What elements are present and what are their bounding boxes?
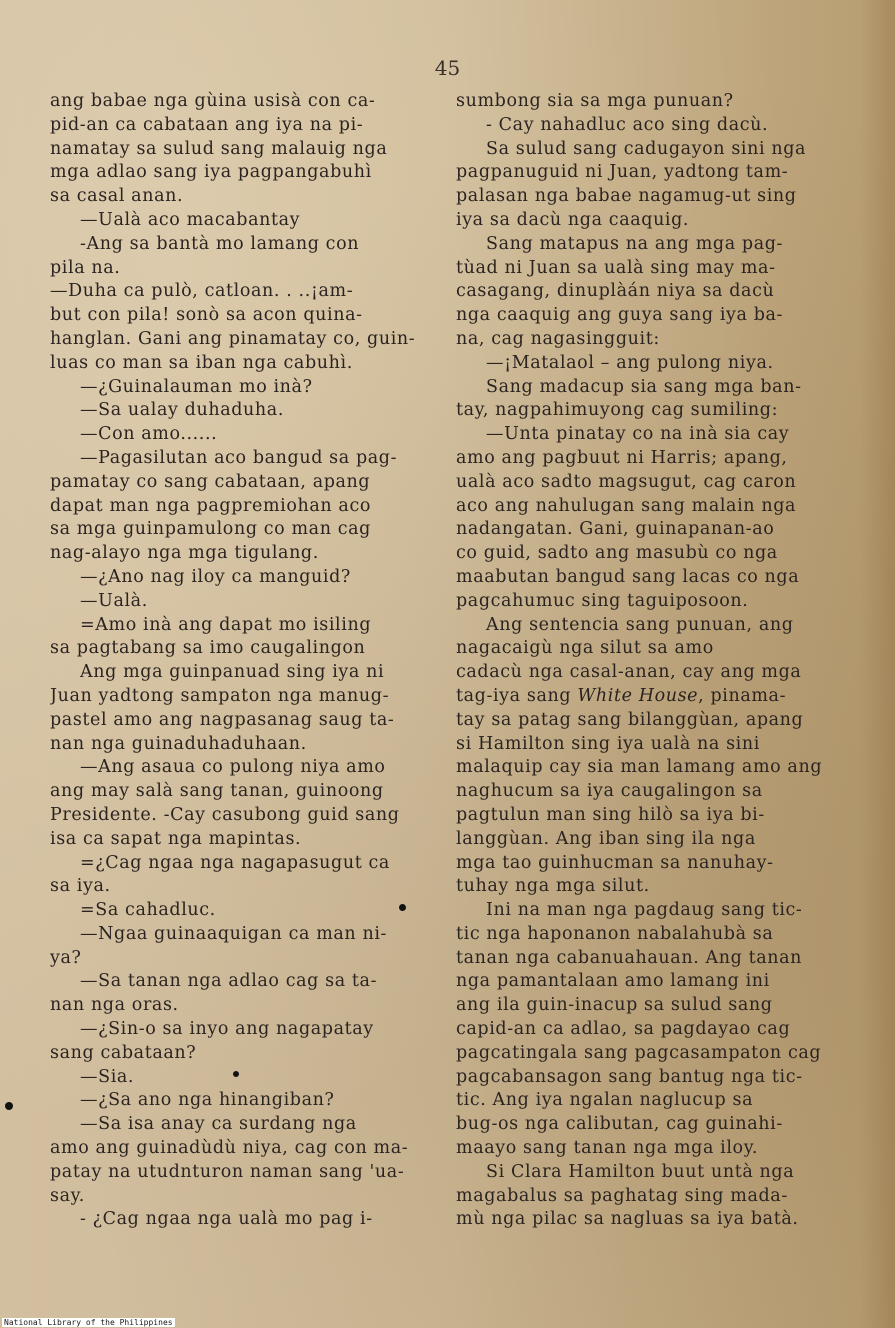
text-line: malaquip cay sia man lamang amo ang (456, 757, 823, 778)
text-line: Sang matapus na ang mga pag- (486, 233, 784, 254)
text-line: —Ualà aco macabantay (80, 209, 301, 230)
text-line: luas co man sa iban nga cabuhì. (50, 352, 353, 373)
ink-speck (399, 904, 406, 911)
text-line: - Cay nahadluc aco sing dacù. (486, 114, 769, 135)
text-line: pagcatingala sang pagcasampaton cag (456, 1042, 822, 1063)
text-line: —¿Sin-o sa inyo ang nagapatay (80, 1019, 374, 1040)
text-line: sang cabataan? (50, 1042, 197, 1063)
text-line: tag-iya sang White House, pinama- (456, 685, 787, 706)
text-line: tic nga haponanon nabalahubà sa (456, 923, 774, 944)
text-line: mga tao guinhucman sa nanuhay- (456, 852, 774, 873)
text-line: =Sa cahadluc. (80, 900, 216, 921)
ink-speck (5, 1102, 13, 1110)
text-line: pid-an ca cabataan ang iya na pi- (50, 114, 364, 135)
text-line: —¿Sa ano nga hinangiban? (80, 1090, 335, 1111)
text-line: pagcabansagon sang bantug nga tic- (456, 1066, 803, 1087)
text-line: nan nga guinaduhaduhaan. (50, 733, 307, 754)
text-line: —Sa ualay duhaduha. (80, 400, 284, 421)
text-line: Ang sentencia sang punuan, ang (486, 614, 794, 635)
text-line: Sa sulud sang cadugayon sini nga (486, 138, 807, 159)
text-line: sa mga guinpamulong co man cag (50, 519, 371, 540)
text-line: tuhay nga mga silut. (456, 876, 650, 897)
text-line: —Sa isa anay ca surdang nga (80, 1114, 357, 1135)
text-line: —Con amo...... (80, 424, 218, 445)
text-line: nga caaquig ang guya sang iya ba- (456, 305, 784, 326)
text-line: Ang mga guinpanuad sing iya ni (80, 662, 385, 683)
text-line: pagtulun man sing hilò sa iya bi- (456, 804, 765, 825)
text-line: Si Clara Hamilton buut untà nga (486, 1161, 795, 1182)
text-line: mù nga pilac sa nagluas sa iya batà. (456, 1209, 799, 1230)
text-line: maabutan bangud sang lacas co nga (456, 566, 800, 587)
text-line: but con pila! sonò sa acon quina- (50, 305, 363, 326)
text-line: tay sa patag sang bilanggùan, apang (456, 709, 804, 730)
text-line: magabalus sa paghatag sing mada- (456, 1185, 788, 1206)
text-line: —Duha ca pulò, catloan. . ..¡am- (50, 281, 354, 302)
text-line: na, cag nagasingguit: (456, 328, 660, 349)
text-line: say. (50, 1185, 85, 1206)
text-line: amo ang pagbuut ni Harris; apang, (456, 447, 788, 468)
text-line: si Hamilton sing iya ualà na sini (456, 733, 760, 754)
text-line: sumbong sia sa mga punuan? (456, 91, 734, 111)
text-line: —¿Ano nag iloy ca manguid? (80, 566, 351, 587)
text-line: —Sa tanan nga adlao cag sa ta- (80, 971, 378, 992)
text-line: =Amo inà ang dapat mo isiling (80, 614, 372, 635)
text-line: dapat man nga pagpremiohan aco (50, 495, 371, 516)
text-line: naghucum sa iya caugalingon sa (456, 781, 763, 802)
text-line: pastel amo ang nagpasanag saug ta- (50, 709, 395, 730)
text-line: nag-alayo nga mga tigulang. (50, 543, 319, 564)
text-line: aco ang nahulugan sang malain nga (456, 495, 797, 516)
text-line: capid-an ca adlao, sa pagdayao cag (456, 1019, 791, 1040)
text-line: —Ualà. (80, 590, 148, 611)
text-line: =¿Cag ngaa nga nagapasugut ca (80, 852, 390, 873)
text-line: pagpanuguid ni Juan, yadtong tam- (456, 162, 789, 183)
text-line: -Ang sa bantà mo lamang con (80, 233, 360, 254)
text-line: ya? (50, 947, 82, 968)
text-line: co guid, sadto ang masubù co nga (456, 543, 778, 564)
text-line: ualà aco sadto magsugut, cag caron (456, 471, 797, 492)
text-line: pagcahumuc sing taguiposoon. (456, 590, 749, 611)
text-line: Sang madacup sia sang mga ban- (486, 376, 802, 397)
text-line: patay na utudnturon naman sang 'ua- (50, 1161, 405, 1182)
text-line: —¡Matalaol – ang pulong niya. (486, 352, 774, 373)
text-line: —Pagasilutan aco bangud sa pag- (80, 447, 398, 468)
text-line: langgùan. Ang iban sing ila nga (456, 828, 756, 849)
text-line: pila na. (50, 257, 121, 278)
text-line: tanan nga cabanuahauan. Ang tanan (456, 947, 803, 968)
page-number: 45 (434, 56, 461, 80)
text-line: casagang, dinuplàán niya sa dacù (456, 281, 775, 302)
text-line: ang ila guin-inacup sa sulud sang (456, 995, 773, 1016)
text-line: mga adlao sang iya pagpangabuhì (50, 162, 372, 183)
text-line: namatay sa sulud sang malauig nga (50, 138, 388, 159)
library-credit: National Library of the Philippines (4, 1318, 173, 1327)
text-line: sa pagtabang sa imo caugalingon (50, 638, 366, 659)
text-line: amo ang guinadùdù niya, cag con ma- (50, 1138, 409, 1159)
text-line: nan nga oras. (50, 995, 179, 1016)
text-line: isa ca sapat nga mapintas. (50, 828, 302, 849)
text-line: iya sa dacù nga caaquig. (456, 209, 690, 230)
text-line: —Ngaa guinaaquigan ca man ni- (80, 923, 388, 944)
text-line: —Sia. (80, 1066, 135, 1087)
text-line: tic. Ang iya ngalan naglucup sa (456, 1090, 754, 1111)
text-line: ang babae nga gùina usisà con ca- (50, 91, 376, 111)
text-line: sa iya. (50, 876, 111, 897)
text-line: nagacaigù nga silut sa amo (456, 638, 714, 659)
text-line: cadacù nga casal-anan, cay ang mga (456, 662, 802, 683)
text-line: Ini na man nga pagdaug sang tic- (486, 900, 803, 921)
text-line: tùad ni Juan sa ualà sing may ma- (456, 257, 776, 278)
text-line: - ¿Cag ngaa nga ualà mo pag i- (80, 1209, 373, 1230)
left-text-column (50, 90, 435, 1232)
text-line: nga pamantalaan amo lamang ini (456, 971, 770, 992)
ink-speck (233, 1071, 239, 1077)
text-line: —Ang asaua co pulong niya amo (80, 757, 386, 778)
text-line: maayo sang tanan nga mga iloy. (456, 1138, 759, 1159)
text-line: Presidente. -Cay casubong guid sang (50, 804, 400, 825)
text-line: nadangatan. Gani, guinapanan-ao (456, 519, 775, 540)
text-line: hanglan. Gani ang pinamatay co, guin- (50, 328, 416, 349)
text-line: sa casal anan. (50, 186, 184, 207)
text-line: bug-os nga calibutan, cag guinahi- (456, 1114, 783, 1135)
text-line: pamatay co sang cabataan, apang (50, 471, 371, 492)
text-line: tay, nagpahimuyong cag sumiling: (456, 400, 779, 421)
text-line: Juan yadtong sampaton nga manug- (50, 685, 390, 706)
text-line: —¿Guinalauman mo inà? (80, 376, 313, 397)
text-line: ang may salà sang tanan, guinoong (50, 781, 384, 802)
right-text-column (456, 90, 854, 1232)
text-line: —Unta pinatay co na inà sia cay (486, 424, 790, 445)
text-line: palasan nga babae nagamug-ut sing (456, 186, 797, 207)
